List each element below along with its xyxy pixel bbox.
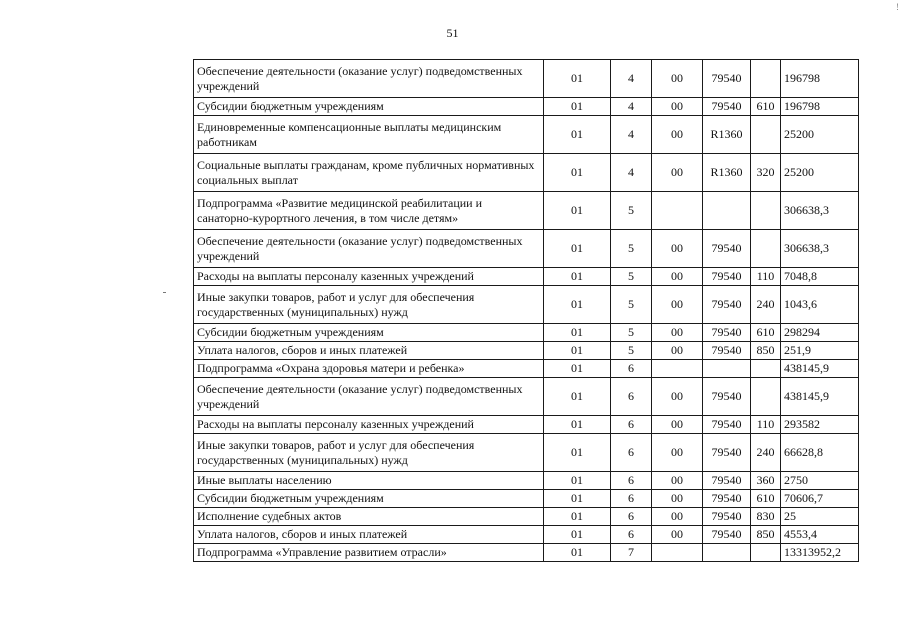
program-code-cell: 00 [652, 286, 703, 324]
row-name-cell: Субсидии бюджетным учреждениям [194, 98, 544, 116]
row-name-cell: Обеспечение деятельности (оказание услуг) подведомственных учреждений [194, 378, 544, 416]
program-code-cell [652, 544, 703, 562]
amount-cell: 196798 [781, 98, 859, 116]
table-row [194, 508, 859, 526]
table-row [194, 268, 859, 286]
amount-cell: 298294 [781, 324, 859, 342]
expense-type-cell: 360 [751, 472, 781, 490]
section-code-cell: 01 [544, 60, 611, 98]
amount-cell: 7048,8 [781, 268, 859, 286]
table-row [194, 286, 859, 324]
section-code-cell: 01 [544, 342, 611, 360]
edge-mark: ! [896, 2, 899, 12]
subsection-code-cell: 6 [611, 490, 652, 508]
direction-code-cell: 79540 [703, 378, 751, 416]
program-code-cell: 00 [652, 416, 703, 434]
table-row [194, 154, 859, 192]
program-code-cell: 00 [652, 508, 703, 526]
direction-code-cell: 79540 [703, 98, 751, 116]
section-code-cell: 01 [544, 544, 611, 562]
row-name-cell: Расходы на выплаты персоналу казенных учреждений [194, 416, 544, 434]
subsection-code-cell: 5 [611, 342, 652, 360]
table-row [194, 526, 859, 544]
subsection-code-cell: 5 [611, 268, 652, 286]
table-row [194, 342, 859, 360]
table-row [194, 490, 859, 508]
subsection-code-cell: 5 [611, 324, 652, 342]
row-name-cell: Единовременные компенсационные выплаты медицинским работникам [194, 116, 544, 154]
subsection-code-cell: 6 [611, 434, 652, 472]
table-row [194, 324, 859, 342]
program-code-cell: 00 [652, 98, 703, 116]
program-code-cell: 00 [652, 526, 703, 544]
amount-cell: 70606,7 [781, 490, 859, 508]
direction-code-cell [703, 192, 751, 230]
expense-type-cell [751, 116, 781, 154]
direction-code-cell: 79540 [703, 472, 751, 490]
row-name-cell: Исполнение судебных актов [194, 508, 544, 526]
expense-type-cell [751, 544, 781, 562]
row-name-cell: Иные закупки товаров, работ и услуг для обеспечения государственных (муниципальных) нужд [194, 286, 544, 324]
section-code-cell: 01 [544, 154, 611, 192]
subsection-code-cell: 6 [611, 526, 652, 544]
program-code-cell: 00 [652, 434, 703, 472]
table-row [194, 472, 859, 490]
section-code-cell: 01 [544, 378, 611, 416]
row-name-cell: Подпрограмма «Управление развитием отрасли» [194, 544, 544, 562]
program-code-cell: 00 [652, 230, 703, 268]
row-name-cell: Уплата налогов, сборов и иных платежей [194, 342, 544, 360]
row-name-cell: Иные закупки товаров, работ и услуг для обеспечения государственных (муниципальных) нужд [194, 434, 544, 472]
expense-type-cell: 240 [751, 434, 781, 472]
expense-type-cell: 110 [751, 268, 781, 286]
expense-type-cell: 610 [751, 98, 781, 116]
subsection-code-cell: 4 [611, 98, 652, 116]
row-name-cell: Уплата налогов, сборов и иных платежей [194, 526, 544, 544]
table-body [194, 60, 859, 562]
subsection-code-cell: 4 [611, 116, 652, 154]
table-row [194, 360, 859, 378]
row-name-cell: Субсидии бюджетным учреждениям [194, 490, 544, 508]
direction-code-cell: 79540 [703, 342, 751, 360]
direction-code-cell: R1360 [703, 154, 751, 192]
direction-code-cell: 79540 [703, 324, 751, 342]
subsection-code-cell: 4 [611, 60, 652, 98]
section-code-cell: 01 [544, 268, 611, 286]
subsection-code-cell: 4 [611, 154, 652, 192]
expense-type-cell: 850 [751, 342, 781, 360]
row-name-cell: Иные выплаты населению [194, 472, 544, 490]
direction-code-cell: 79540 [703, 60, 751, 98]
direction-code-cell: 79540 [703, 286, 751, 324]
amount-cell: 4553,4 [781, 526, 859, 544]
budget-table [193, 59, 859, 562]
table-row [194, 416, 859, 434]
direction-code-cell [703, 360, 751, 378]
section-code-cell: 01 [544, 434, 611, 472]
subsection-code-cell: 6 [611, 378, 652, 416]
section-code-cell: 01 [544, 472, 611, 490]
section-code-cell: 01 [544, 490, 611, 508]
subsection-code-cell: 6 [611, 416, 652, 434]
amount-cell: 438145,9 [781, 360, 859, 378]
table-row [194, 230, 859, 268]
expense-type-cell: 240 [751, 286, 781, 324]
amount-cell: 306638,3 [781, 230, 859, 268]
expense-type-cell: 830 [751, 508, 781, 526]
row-name-cell: Подпрограмма «Развитие медицинской реабилитации и санаторно-курортного лечения, в том числе детям» [194, 192, 544, 230]
program-code-cell: 00 [652, 490, 703, 508]
expense-type-cell [751, 230, 781, 268]
direction-code-cell [703, 544, 751, 562]
program-code-cell: 00 [652, 472, 703, 490]
table-row [194, 378, 859, 416]
section-code-cell: 01 [544, 526, 611, 544]
direction-code-cell: 79540 [703, 416, 751, 434]
program-code-cell: 00 [652, 378, 703, 416]
expense-type-cell: 610 [751, 324, 781, 342]
subsection-code-cell: 5 [611, 192, 652, 230]
direction-code-cell: R1360 [703, 116, 751, 154]
expense-type-cell [751, 60, 781, 98]
table-row [194, 192, 859, 230]
row-name-cell: Расходы на выплаты персоналу казенных учреждений [194, 268, 544, 286]
section-code-cell: 01 [544, 508, 611, 526]
program-code-cell [652, 192, 703, 230]
table-row [194, 116, 859, 154]
section-code-cell: 01 [544, 416, 611, 434]
table-row [194, 434, 859, 472]
row-name-cell: Социальные выплаты гражданам, кроме публичных нормативных социальных выплат [194, 154, 544, 192]
direction-code-cell: 79540 [703, 490, 751, 508]
section-code-cell: 01 [544, 116, 611, 154]
table-row [194, 60, 859, 98]
subsection-code-cell: 5 [611, 286, 652, 324]
section-code-cell: 01 [544, 230, 611, 268]
amount-cell: 293582 [781, 416, 859, 434]
row-name-cell: Подпрограмма «Охрана здоровья матери и ребенка» [194, 360, 544, 378]
program-code-cell [652, 360, 703, 378]
amount-cell: 251,9 [781, 342, 859, 360]
expense-type-cell [751, 360, 781, 378]
subsection-code-cell: 6 [611, 360, 652, 378]
subsection-code-cell: 6 [611, 472, 652, 490]
row-name-cell: Обеспечение деятельности (оказание услуг) подведомственных учреждений [194, 60, 544, 98]
direction-code-cell: 79540 [703, 508, 751, 526]
amount-cell: 66628,8 [781, 434, 859, 472]
program-code-cell: 00 [652, 60, 703, 98]
expense-type-cell: 320 [751, 154, 781, 192]
amount-cell: 25 [781, 508, 859, 526]
expense-type-cell: 610 [751, 490, 781, 508]
program-code-cell: 00 [652, 154, 703, 192]
table-row [194, 98, 859, 116]
subsection-code-cell: 6 [611, 508, 652, 526]
amount-cell: 1043,6 [781, 286, 859, 324]
program-code-cell: 00 [652, 116, 703, 154]
program-code-cell: 00 [652, 324, 703, 342]
table-row [194, 544, 859, 562]
program-code-cell: 00 [652, 268, 703, 286]
direction-code-cell: 79540 [703, 526, 751, 544]
row-name-cell: Обеспечение деятельности (оказание услуг) подведомственных учреждений [194, 230, 544, 268]
expense-type-cell: 850 [751, 526, 781, 544]
amount-cell: 196798 [781, 60, 859, 98]
section-code-cell: 01 [544, 324, 611, 342]
expense-type-cell [751, 192, 781, 230]
section-code-cell: 01 [544, 360, 611, 378]
direction-code-cell: 79540 [703, 230, 751, 268]
amount-cell: 2750 [781, 472, 859, 490]
row-name-cell: Субсидии бюджетным учреждениям [194, 324, 544, 342]
stray-mark [163, 292, 166, 293]
amount-cell: 13313952,2 [781, 544, 859, 562]
page-number: 51 [446, 26, 459, 40]
section-code-cell: 01 [544, 192, 611, 230]
amount-cell: 25200 [781, 116, 859, 154]
amount-cell: 438145,9 [781, 378, 859, 416]
expense-type-cell: 110 [751, 416, 781, 434]
section-code-cell: 01 [544, 286, 611, 324]
direction-code-cell: 79540 [703, 268, 751, 286]
direction-code-cell: 79540 [703, 434, 751, 472]
program-code-cell: 00 [652, 342, 703, 360]
amount-cell: 25200 [781, 154, 859, 192]
subsection-code-cell: 7 [611, 544, 652, 562]
expense-type-cell [751, 378, 781, 416]
subsection-code-cell: 5 [611, 230, 652, 268]
amount-cell: 306638,3 [781, 192, 859, 230]
section-code-cell: 01 [544, 98, 611, 116]
